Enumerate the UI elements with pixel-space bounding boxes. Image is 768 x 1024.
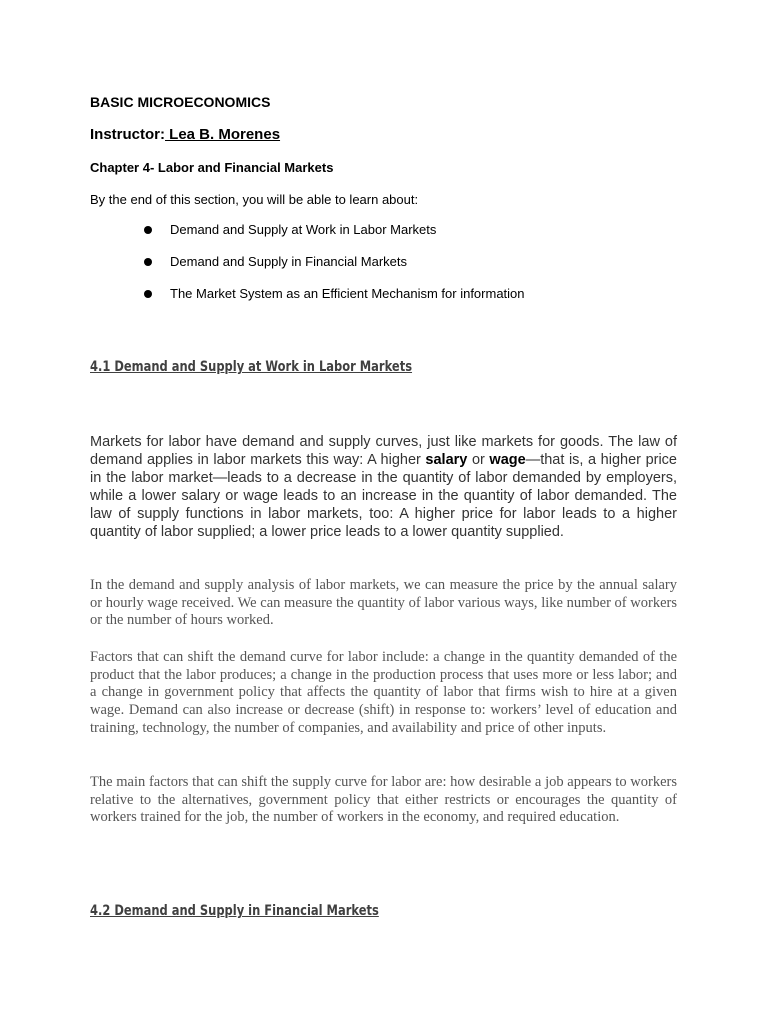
intro-text: By the end of this section, you will be able to learn about: (90, 192, 419, 207)
section-heading-4-1: 4.1 Demand and Supply at Work in Labor Markets (90, 359, 413, 375)
paragraph-supply-shifters: The main factors that can shift the supply curve for labor are: how desirable a job appears to workers relative to the alternatives, government policy that either restricts or encourages the quantity of workers trained for the job, the number of workers in the economy, and required education. (90, 774, 677, 826)
bold-term-salary: salary (425, 452, 468, 468)
list-item (140, 286, 525, 318)
objective-text: Demand and Supply at Work in Labor Markets (170, 222, 437, 237)
course-title: BASIC MICROECONOMICS (90, 94, 271, 110)
paragraph-demand-shifters: Factors that can shift the demand curve for labor include: a change in the quantity demanded of the product that the labor produces; a change in the production process that uses more or less labor; and a change in government policy that affects the quantity of labor that firms wish to hire at a given wage. Demand can also increase or decrease (shift) in response to: workers’ level of education and training, technology, the number of companies, and availability and price of other inputs. (90, 649, 677, 736)
paragraph-text: —that is, a higher price in the labor market—leads to a decrease in the quantity of labor demanded by employers, while a lower salary or wage leads to an increase in the quantity of labor demanded. The law of supply functions in labor markets, too: A higher price for labor leads to a higher quantity of labor supplied; a lower price leads to a lower quantity supplied. (90, 452, 677, 540)
instructor-line (90, 126, 677, 144)
chapter-title: Chapter 4- Labor and Financial Markets (90, 160, 334, 175)
instructor-label: Instructor: (90, 126, 165, 143)
list-item (140, 222, 525, 254)
paragraph-text: or (467, 452, 490, 468)
objectives-list (140, 222, 525, 318)
bullet-icon (144, 290, 152, 298)
objective-text: The Market System as an Efficient Mechanism for information (170, 286, 525, 301)
bold-term-wage: wage (489, 452, 526, 468)
bullet-icon (144, 258, 152, 266)
paragraph-labor-demand-supply (90, 433, 677, 541)
instructor-name: Lea B. Morenes (165, 126, 281, 143)
paragraph-text: Markets for labor have demand and supply curves, just like markets for goods. The law of demand applies in labor markets this way: A higher (90, 434, 677, 468)
paragraph-price-quantity: In the demand and supply analysis of labor markets, we can measure the price by the annual salary or hourly wage received. We can measure the quantity of labor various ways, like number of workers or the number of hours worked. (90, 577, 677, 629)
objective-text: Demand and Supply in Financial Markets (170, 254, 408, 269)
bullet-icon (144, 226, 152, 234)
list-item (140, 254, 525, 286)
section-heading-4-2: 4.2 Demand and Supply in Financial Markets (90, 903, 379, 919)
